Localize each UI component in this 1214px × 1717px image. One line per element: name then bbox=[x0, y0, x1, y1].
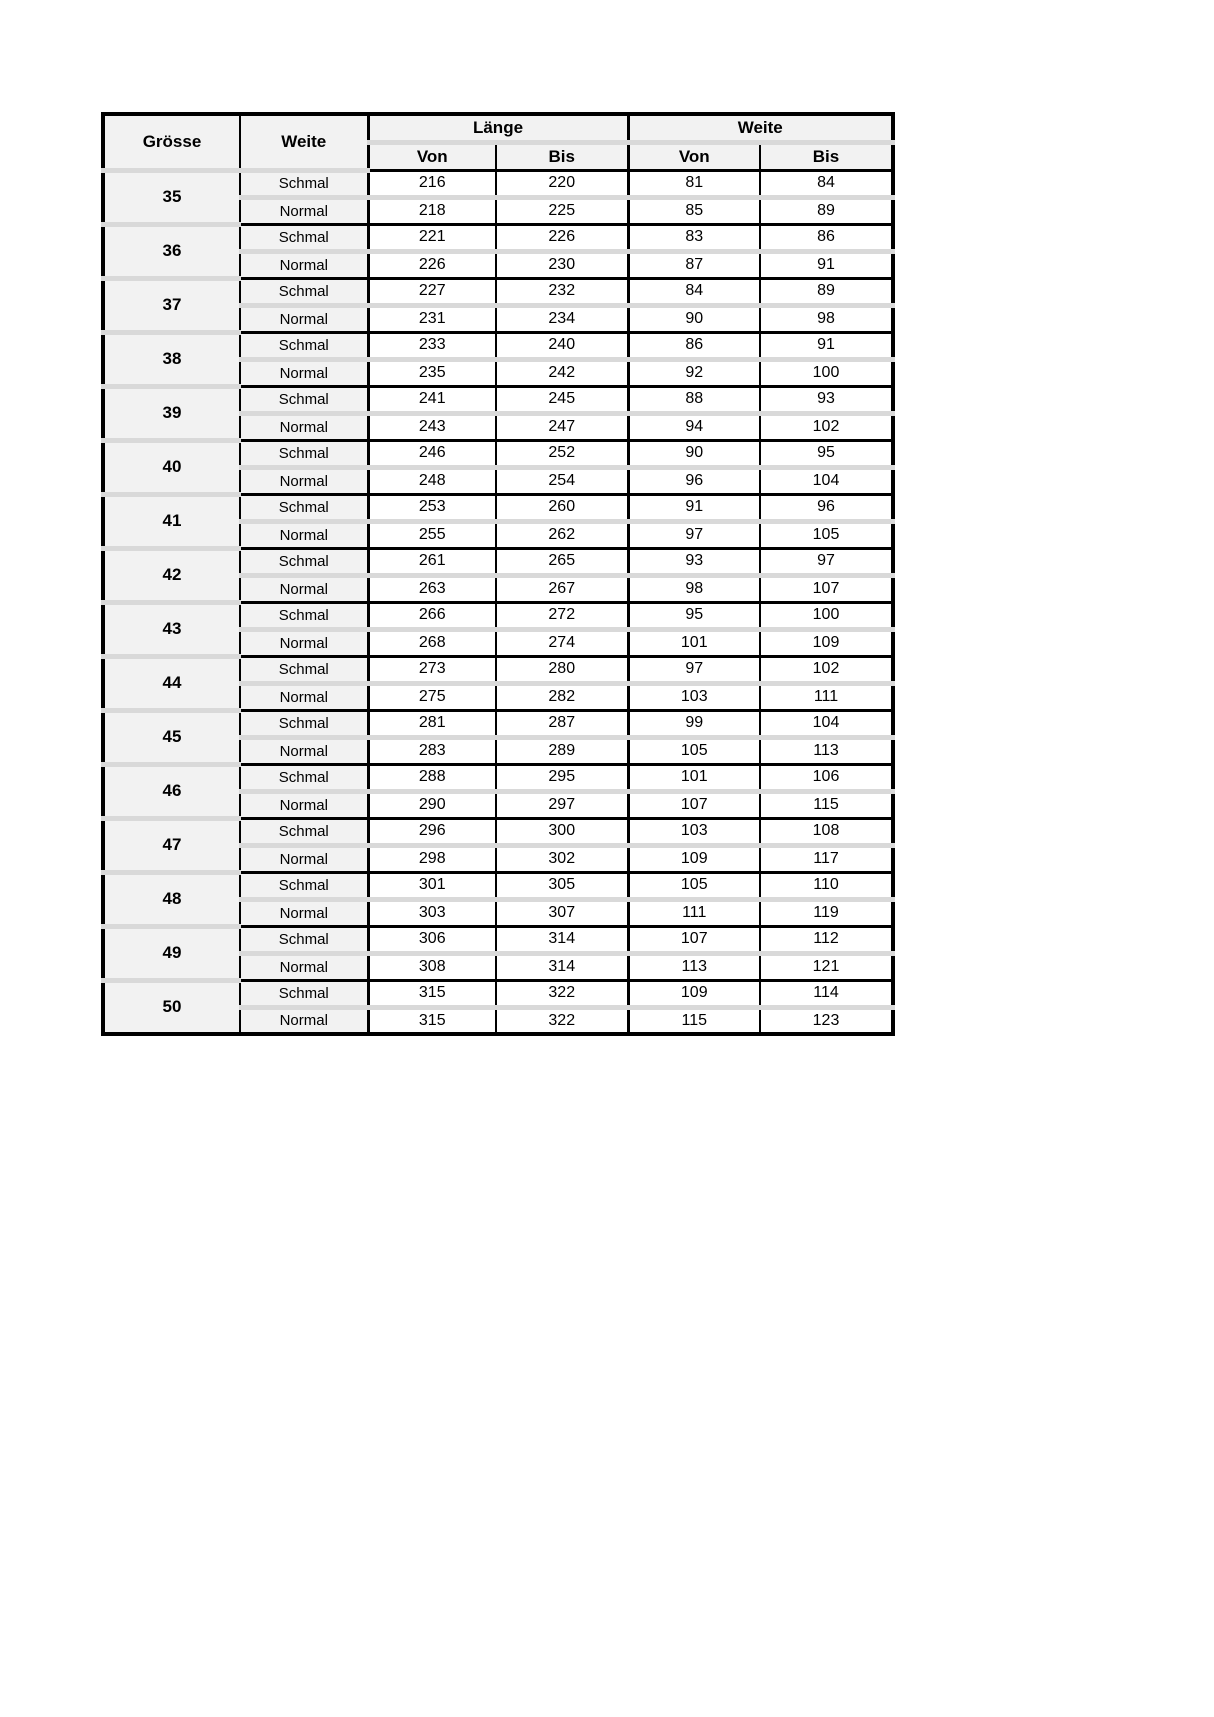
table-row bbox=[103, 980, 893, 1007]
weite-von-cell: 101 bbox=[628, 764, 760, 791]
weite-von-cell: 96 bbox=[628, 467, 760, 494]
col-header-laenge-bis: Bis bbox=[496, 142, 628, 170]
laenge-bis-cell: 262 bbox=[496, 521, 628, 548]
col-group-laenge: Länge bbox=[368, 114, 628, 142]
size-cell: 44 bbox=[103, 656, 240, 710]
laenge-von-cell: 301 bbox=[368, 872, 496, 899]
laenge-von-cell: 253 bbox=[368, 494, 496, 521]
weite-von-cell: 97 bbox=[628, 656, 760, 683]
weite-bis-cell: 98 bbox=[760, 305, 893, 332]
size-cell: 42 bbox=[103, 548, 240, 602]
width-type-cell: Schmal bbox=[240, 710, 368, 737]
size-cell: 35 bbox=[103, 170, 240, 224]
table-body bbox=[103, 170, 893, 1034]
table-row bbox=[103, 602, 893, 629]
weite-von-cell: 85 bbox=[628, 197, 760, 224]
weite-von-cell: 90 bbox=[628, 305, 760, 332]
weite-von-cell: 95 bbox=[628, 602, 760, 629]
width-type-cell: Normal bbox=[240, 845, 368, 872]
weite-bis-cell: 97 bbox=[760, 548, 893, 575]
weite-von-cell: 107 bbox=[628, 926, 760, 953]
weite-von-cell: 103 bbox=[628, 683, 760, 710]
table-row bbox=[103, 818, 893, 845]
size-cell: 39 bbox=[103, 386, 240, 440]
header-row-groups bbox=[103, 114, 893, 142]
laenge-von-cell: 241 bbox=[368, 386, 496, 413]
weite-von-cell: 94 bbox=[628, 413, 760, 440]
weite-von-cell: 97 bbox=[628, 521, 760, 548]
col-group-weite: Weite bbox=[628, 114, 893, 142]
size-cell: 40 bbox=[103, 440, 240, 494]
laenge-von-cell: 306 bbox=[368, 926, 496, 953]
size-cell: 41 bbox=[103, 494, 240, 548]
weite-bis-cell: 89 bbox=[760, 278, 893, 305]
weite-von-cell: 86 bbox=[628, 332, 760, 359]
width-type-cell: Schmal bbox=[240, 656, 368, 683]
size-cell: 38 bbox=[103, 332, 240, 386]
laenge-bis-cell: 305 bbox=[496, 872, 628, 899]
weite-bis-cell: 112 bbox=[760, 926, 893, 953]
table-row bbox=[103, 170, 893, 197]
laenge-von-cell: 233 bbox=[368, 332, 496, 359]
shoe-size-chart-table bbox=[101, 112, 895, 1036]
width-type-cell: Normal bbox=[240, 305, 368, 332]
laenge-von-cell: 231 bbox=[368, 305, 496, 332]
laenge-von-cell: 303 bbox=[368, 899, 496, 926]
table-row bbox=[103, 710, 893, 737]
laenge-von-cell: 221 bbox=[368, 224, 496, 251]
weite-bis-cell: 91 bbox=[760, 332, 893, 359]
laenge-von-cell: 283 bbox=[368, 737, 496, 764]
size-cell: 50 bbox=[103, 980, 240, 1034]
laenge-von-cell: 248 bbox=[368, 467, 496, 494]
size-cell: 47 bbox=[103, 818, 240, 872]
weite-bis-cell: 119 bbox=[760, 899, 893, 926]
laenge-bis-cell: 297 bbox=[496, 791, 628, 818]
laenge-bis-cell: 282 bbox=[496, 683, 628, 710]
laenge-bis-cell: 322 bbox=[496, 980, 628, 1007]
width-type-cell: Schmal bbox=[240, 602, 368, 629]
weite-bis-cell: 113 bbox=[760, 737, 893, 764]
weite-von-cell: 93 bbox=[628, 548, 760, 575]
weite-bis-cell: 121 bbox=[760, 953, 893, 980]
laenge-von-cell: 298 bbox=[368, 845, 496, 872]
table-row bbox=[103, 926, 893, 953]
laenge-bis-cell: 225 bbox=[496, 197, 628, 224]
weite-bis-cell: 108 bbox=[760, 818, 893, 845]
laenge-von-cell: 246 bbox=[368, 440, 496, 467]
weite-von-cell: 81 bbox=[628, 170, 760, 197]
weite-bis-cell: 104 bbox=[760, 467, 893, 494]
width-type-cell: Schmal bbox=[240, 818, 368, 845]
weite-bis-cell: 105 bbox=[760, 521, 893, 548]
col-header-weite: Weite bbox=[240, 114, 368, 170]
weite-bis-cell: 104 bbox=[760, 710, 893, 737]
weite-bis-cell: 93 bbox=[760, 386, 893, 413]
width-type-cell: Schmal bbox=[240, 548, 368, 575]
laenge-bis-cell: 322 bbox=[496, 1007, 628, 1034]
table-row bbox=[103, 494, 893, 521]
weite-bis-cell: 110 bbox=[760, 872, 893, 899]
weite-von-cell: 107 bbox=[628, 791, 760, 818]
weite-bis-cell: 115 bbox=[760, 791, 893, 818]
table-row bbox=[103, 764, 893, 791]
laenge-von-cell: 263 bbox=[368, 575, 496, 602]
width-type-cell: Schmal bbox=[240, 386, 368, 413]
laenge-bis-cell: 230 bbox=[496, 251, 628, 278]
weite-von-cell: 105 bbox=[628, 737, 760, 764]
laenge-bis-cell: 267 bbox=[496, 575, 628, 602]
weite-bis-cell: 86 bbox=[760, 224, 893, 251]
laenge-bis-cell: 302 bbox=[496, 845, 628, 872]
size-cell: 43 bbox=[103, 602, 240, 656]
weite-bis-cell: 102 bbox=[760, 413, 893, 440]
width-type-cell: Schmal bbox=[240, 872, 368, 899]
weite-von-cell: 109 bbox=[628, 845, 760, 872]
weite-von-cell: 109 bbox=[628, 980, 760, 1007]
laenge-von-cell: 315 bbox=[368, 1007, 496, 1034]
laenge-bis-cell: 314 bbox=[496, 926, 628, 953]
weite-von-cell: 84 bbox=[628, 278, 760, 305]
width-type-cell: Schmal bbox=[240, 170, 368, 197]
laenge-von-cell: 235 bbox=[368, 359, 496, 386]
laenge-bis-cell: 234 bbox=[496, 305, 628, 332]
width-type-cell: Schmal bbox=[240, 926, 368, 953]
weite-von-cell: 98 bbox=[628, 575, 760, 602]
laenge-von-cell: 226 bbox=[368, 251, 496, 278]
laenge-bis-cell: 272 bbox=[496, 602, 628, 629]
weite-von-cell: 113 bbox=[628, 953, 760, 980]
weite-bis-cell: 109 bbox=[760, 629, 893, 656]
laenge-von-cell: 255 bbox=[368, 521, 496, 548]
weite-von-cell: 92 bbox=[628, 359, 760, 386]
weite-von-cell: 91 bbox=[628, 494, 760, 521]
laenge-bis-cell: 242 bbox=[496, 359, 628, 386]
weite-bis-cell: 106 bbox=[760, 764, 893, 791]
laenge-von-cell: 218 bbox=[368, 197, 496, 224]
col-header-laenge-von: Von bbox=[368, 142, 496, 170]
weite-bis-cell: 107 bbox=[760, 575, 893, 602]
laenge-bis-cell: 295 bbox=[496, 764, 628, 791]
weite-von-cell: 88 bbox=[628, 386, 760, 413]
laenge-bis-cell: 280 bbox=[496, 656, 628, 683]
size-cell: 45 bbox=[103, 710, 240, 764]
laenge-bis-cell: 274 bbox=[496, 629, 628, 656]
laenge-von-cell: 273 bbox=[368, 656, 496, 683]
col-header-weite-von: Von bbox=[628, 142, 760, 170]
width-type-cell: Normal bbox=[240, 737, 368, 764]
table-row bbox=[103, 872, 893, 899]
laenge-bis-cell: 287 bbox=[496, 710, 628, 737]
table-row bbox=[103, 440, 893, 467]
table-row bbox=[103, 548, 893, 575]
laenge-von-cell: 308 bbox=[368, 953, 496, 980]
weite-bis-cell: 111 bbox=[760, 683, 893, 710]
laenge-von-cell: 216 bbox=[368, 170, 496, 197]
weite-bis-cell: 89 bbox=[760, 197, 893, 224]
weite-von-cell: 111 bbox=[628, 899, 760, 926]
laenge-bis-cell: 240 bbox=[496, 332, 628, 359]
table-row bbox=[103, 656, 893, 683]
laenge-von-cell: 290 bbox=[368, 791, 496, 818]
table-row bbox=[103, 332, 893, 359]
laenge-bis-cell: 245 bbox=[496, 386, 628, 413]
laenge-bis-cell: 260 bbox=[496, 494, 628, 521]
weite-von-cell: 103 bbox=[628, 818, 760, 845]
laenge-bis-cell: 300 bbox=[496, 818, 628, 845]
table-row bbox=[103, 224, 893, 251]
width-type-cell: Normal bbox=[240, 629, 368, 656]
width-type-cell: Normal bbox=[240, 899, 368, 926]
weite-bis-cell: 91 bbox=[760, 251, 893, 278]
table-header bbox=[103, 114, 893, 170]
weite-von-cell: 90 bbox=[628, 440, 760, 467]
laenge-bis-cell: 307 bbox=[496, 899, 628, 926]
width-type-cell: Schmal bbox=[240, 224, 368, 251]
weite-bis-cell: 84 bbox=[760, 170, 893, 197]
weite-bis-cell: 100 bbox=[760, 602, 893, 629]
width-type-cell: Normal bbox=[240, 791, 368, 818]
width-type-cell: Schmal bbox=[240, 440, 368, 467]
col-header-weite-bis: Bis bbox=[760, 142, 893, 170]
size-cell: 37 bbox=[103, 278, 240, 332]
table-row bbox=[103, 386, 893, 413]
laenge-von-cell: 275 bbox=[368, 683, 496, 710]
weite-bis-cell: 117 bbox=[760, 845, 893, 872]
width-type-cell: Normal bbox=[240, 1007, 368, 1034]
width-type-cell: Schmal bbox=[240, 764, 368, 791]
width-type-cell: Normal bbox=[240, 521, 368, 548]
weite-bis-cell: 96 bbox=[760, 494, 893, 521]
width-type-cell: Normal bbox=[240, 251, 368, 278]
laenge-bis-cell: 254 bbox=[496, 467, 628, 494]
width-type-cell: Schmal bbox=[240, 980, 368, 1007]
laenge-bis-cell: 314 bbox=[496, 953, 628, 980]
laenge-bis-cell: 220 bbox=[496, 170, 628, 197]
laenge-bis-cell: 247 bbox=[496, 413, 628, 440]
laenge-von-cell: 261 bbox=[368, 548, 496, 575]
weite-bis-cell: 114 bbox=[760, 980, 893, 1007]
laenge-von-cell: 296 bbox=[368, 818, 496, 845]
width-type-cell: Schmal bbox=[240, 332, 368, 359]
weite-von-cell: 101 bbox=[628, 629, 760, 656]
laenge-von-cell: 266 bbox=[368, 602, 496, 629]
table-row bbox=[103, 278, 893, 305]
laenge-von-cell: 281 bbox=[368, 710, 496, 737]
laenge-bis-cell: 265 bbox=[496, 548, 628, 575]
laenge-bis-cell: 252 bbox=[496, 440, 628, 467]
width-type-cell: Normal bbox=[240, 953, 368, 980]
width-type-cell: Normal bbox=[240, 413, 368, 440]
weite-von-cell: 105 bbox=[628, 872, 760, 899]
laenge-von-cell: 227 bbox=[368, 278, 496, 305]
weite-von-cell: 99 bbox=[628, 710, 760, 737]
width-type-cell: Schmal bbox=[240, 494, 368, 521]
width-type-cell: Schmal bbox=[240, 278, 368, 305]
laenge-von-cell: 315 bbox=[368, 980, 496, 1007]
weite-von-cell: 83 bbox=[628, 224, 760, 251]
laenge-bis-cell: 232 bbox=[496, 278, 628, 305]
weite-von-cell: 87 bbox=[628, 251, 760, 278]
size-cell: 46 bbox=[103, 764, 240, 818]
width-type-cell: Normal bbox=[240, 197, 368, 224]
weite-bis-cell: 123 bbox=[760, 1007, 893, 1034]
size-cell: 48 bbox=[103, 872, 240, 926]
width-type-cell: Normal bbox=[240, 467, 368, 494]
laenge-bis-cell: 289 bbox=[496, 737, 628, 764]
width-type-cell: Normal bbox=[240, 359, 368, 386]
weite-bis-cell: 102 bbox=[760, 656, 893, 683]
size-cell: 36 bbox=[103, 224, 240, 278]
laenge-von-cell: 243 bbox=[368, 413, 496, 440]
laenge-von-cell: 268 bbox=[368, 629, 496, 656]
weite-von-cell: 115 bbox=[628, 1007, 760, 1034]
laenge-von-cell: 288 bbox=[368, 764, 496, 791]
col-header-groesse: Grösse bbox=[103, 114, 240, 170]
laenge-bis-cell: 226 bbox=[496, 224, 628, 251]
width-type-cell: Normal bbox=[240, 575, 368, 602]
size-cell: 49 bbox=[103, 926, 240, 980]
width-type-cell: Normal bbox=[240, 683, 368, 710]
weite-bis-cell: 100 bbox=[760, 359, 893, 386]
weite-bis-cell: 95 bbox=[760, 440, 893, 467]
